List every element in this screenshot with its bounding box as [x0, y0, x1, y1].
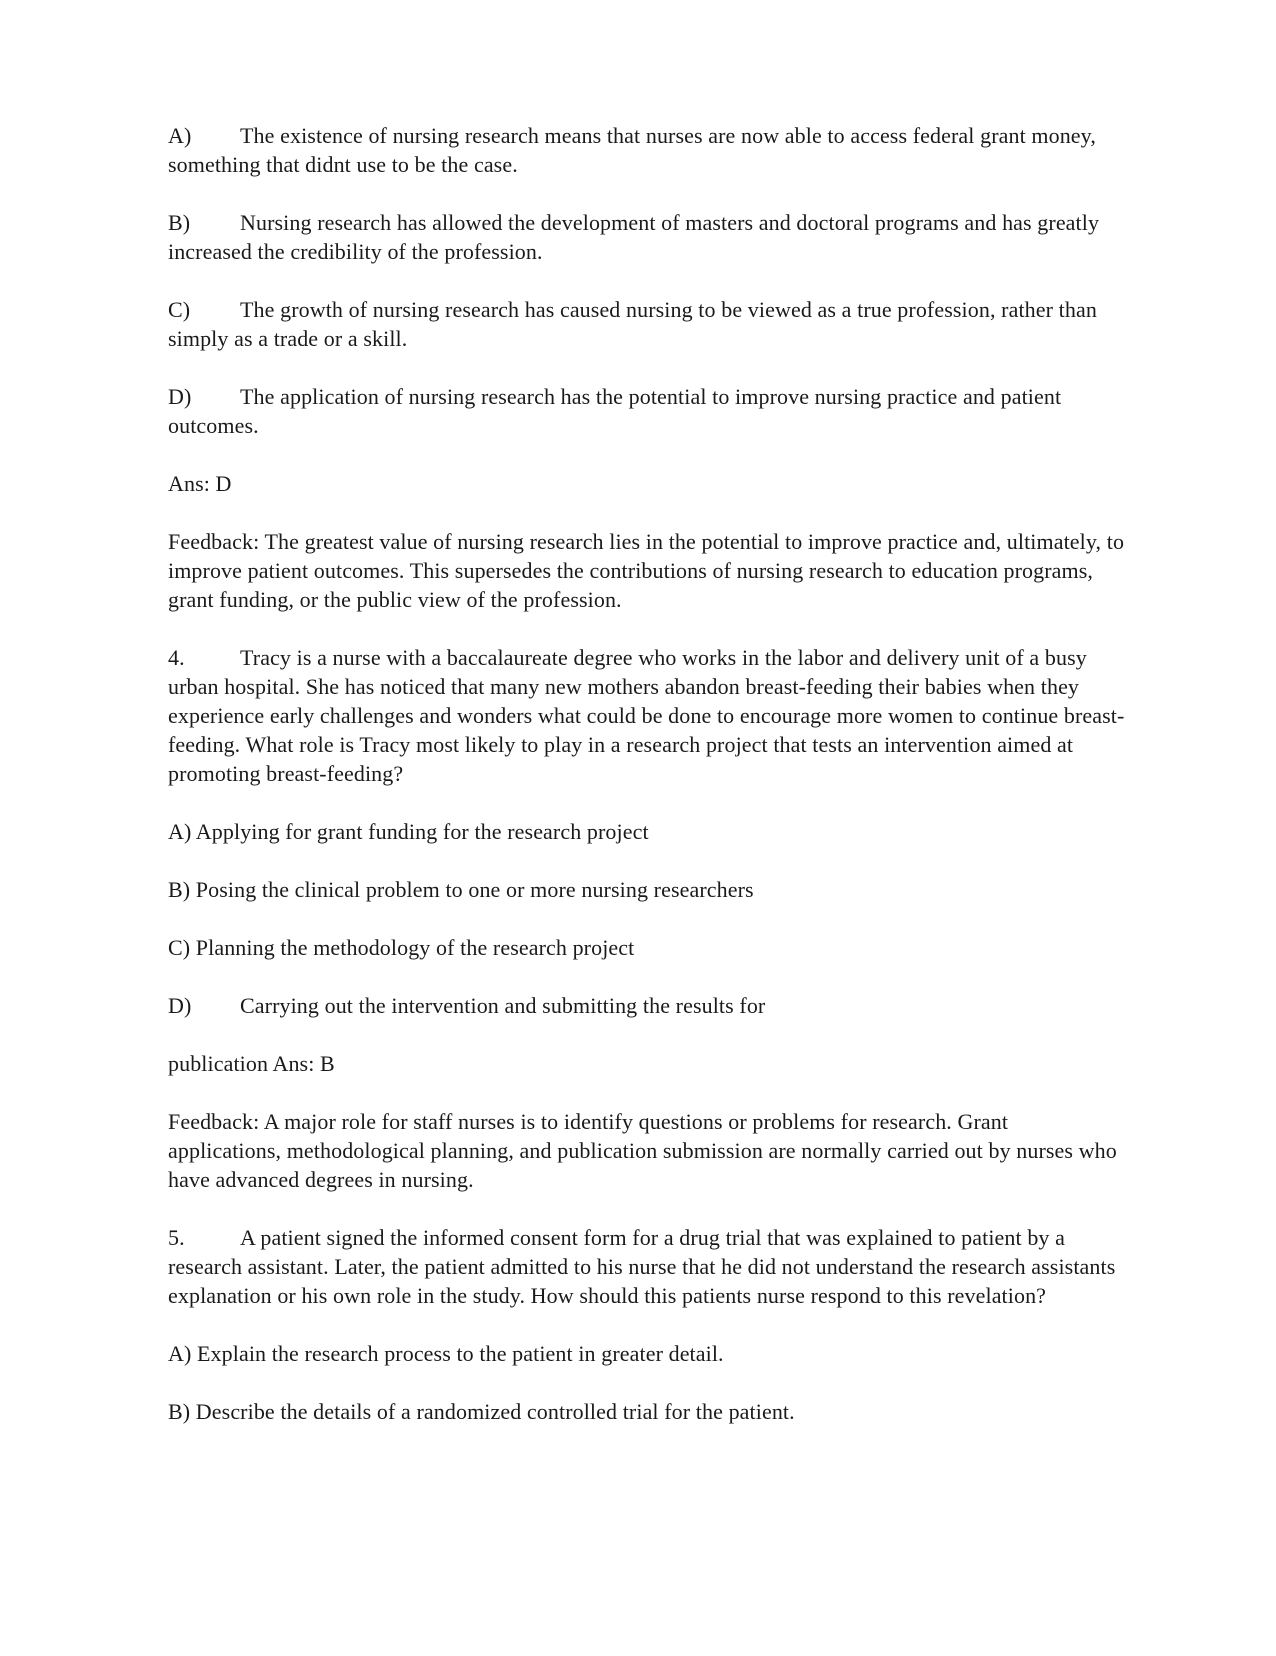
question: [168, 1223, 1125, 1310]
answer-option: [168, 295, 1125, 353]
paragraph-text: The application of nursing research has the potential to improve nursing practice and patient outcomes.: [168, 384, 1062, 438]
option-label: C): [168, 297, 191, 322]
paragraph-text: Tracy is a nurse with a baccalaureate degree who works in the labor and delivery unit of a busy urban hospital. She has noticed that many new mothers abandon breast-feeding their babies when they experience early challenges and wonders what could be done to encourage more women to continue breast-feeding. What role is Tracy most likely to play in a research project that tests an intervention aimed at promoting breast-feeding?: [168, 645, 1125, 786]
option-label: D): [168, 384, 192, 409]
answer-key: publication Ans: B: [168, 1051, 335, 1076]
paragraph-text: A patient signed the informed consent form for a drug trial that was explained to patient by a research assistant. Later, the patient admitted to his nurse that he did not understand the research assistants explanation or his own role in the study. How should this patients nurse respond to this revelation?: [168, 1225, 1116, 1308]
answer-option: [168, 991, 1125, 1020]
answer-option: B) Posing the clinical problem to one or more nursing researchers: [168, 877, 754, 902]
question-number: 5.: [168, 1225, 185, 1250]
option-label: A): [168, 123, 192, 148]
answer-option: B) Describe the details of a randomized controlled trial for the patient.: [168, 1399, 795, 1424]
answer-option: [168, 121, 1125, 179]
answer-key: Ans: D: [168, 471, 232, 496]
paragraph-text: The growth of nursing research has caused nursing to be viewed as a true profession, rather than simply as a trade or a skill.: [168, 297, 1097, 351]
option-label: D): [168, 993, 192, 1018]
paragraph-text: Carrying out the intervention and submitting the results for: [240, 993, 766, 1018]
answer-option: A) Applying for grant funding for the research project: [168, 819, 649, 844]
answer-option: A) Explain the research process to the patient in greater detail.: [168, 1341, 724, 1366]
question-number: 4.: [168, 645, 185, 670]
question: [168, 643, 1125, 788]
text-block: [168, 121, 1125, 1426]
paragraph-text: Nursing research has allowed the development of masters and doctoral programs and has greatly increased the credibility of the profession.: [168, 210, 1100, 264]
answer-option: [168, 208, 1125, 266]
answer-option: [168, 382, 1125, 440]
feedback: Feedback: The greatest value of nursing research lies in the potential to improve practice and, ultimately, to improve patient outcomes. This supersedes the contributions of nursing research to education programs, grant funding, or the public view of the profession.: [168, 529, 1125, 612]
feedback: Feedback: A major role for staff nurses is to identify questions or problems for research. Grant applications, methodological planning, and publication submission are normally carried out by nurses who have advanced degrees in nursing.: [168, 1109, 1117, 1192]
option-label: B): [168, 210, 191, 235]
paragraph-text: The existence of nursing research means that nurses are now able to access federal grant money, something that didnt use to be the case.: [168, 123, 1096, 177]
answer-option: C) Planning the methodology of the research project: [168, 935, 635, 960]
